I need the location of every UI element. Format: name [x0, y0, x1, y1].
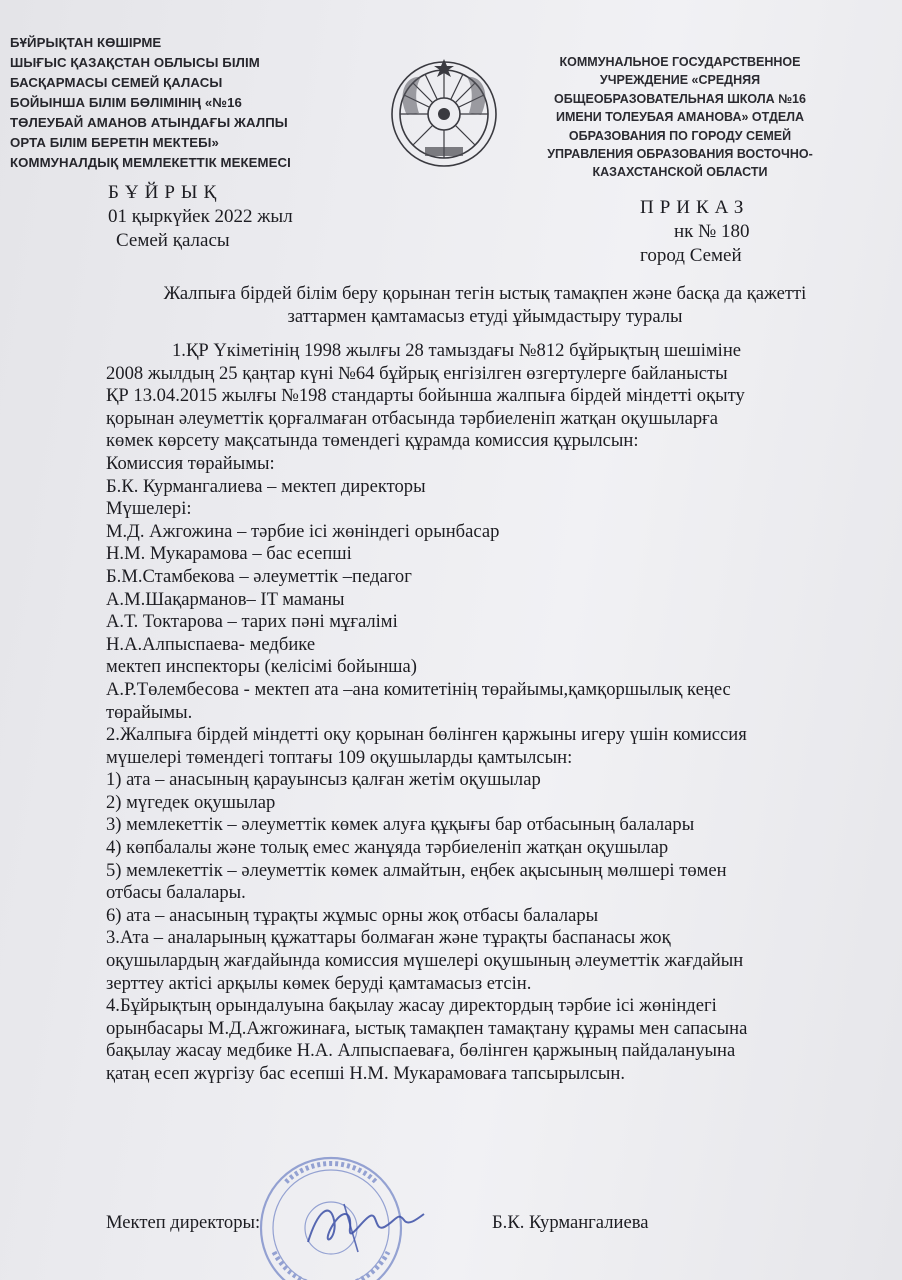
- state-emblem-icon: [385, 55, 503, 173]
- body-line: оқушылардың жағдайында комиссия мүшелері оқушының әлеуметтік жағдайын: [106, 950, 744, 972]
- order-meta-russian: [640, 196, 750, 268]
- body-line: 2008 жылдың 25 қаңтар күні №64 бұйрық енгізілген өзгертулерге байланысты: [106, 362, 728, 384]
- order-meta-kazakh: [108, 181, 293, 253]
- body-line: 3) мемлекеттік – әлеуметтік көмек алуға құқығы бар отбасының балалары: [106, 814, 695, 836]
- body-line: ҚР 13.04.2015 жылғы №198 стандарты бойынша жалпыға бірдей міндетті оқыту: [106, 385, 745, 407]
- body-line: 2) мүгедек оқушылар: [106, 791, 276, 813]
- body-line: Мүшелері:: [106, 498, 192, 520]
- header-left-kazakh: [10, 33, 370, 173]
- body-line: орынбасары М.Д.Ажгожинаға, ыстық тамақпен тамақтану құрамы мен сапасына: [106, 1017, 748, 1039]
- title-line: заттармен қамтамасыз етуді ұйымдастыру туралы: [287, 306, 683, 327]
- body-line: А.М.Шақарманов– IT маманы: [106, 588, 345, 610]
- header-right-line: КАЗАХСТАНСКОЙ ОБЛАСТИ: [592, 165, 768, 180]
- body-line: Комиссия төрайымы:: [106, 452, 275, 474]
- header-right-line: УЧРЕЖДЕНИЕ «СРЕДНЯЯ: [599, 73, 761, 88]
- signature-label: Мектеп директоры:: [106, 1212, 261, 1233]
- header-left-line: КОММУНАЛДЫҚ МЕМЛЕКЕТТІК МЕКЕМЕСІ: [10, 155, 291, 170]
- body-line: 1.ҚР Үкіметінің 1998 жылғы 28 тамыздағы №812 бұйрықтың шешіміне: [172, 340, 742, 361]
- handwritten-signature-icon: [300, 1190, 430, 1260]
- header-right-russian: [510, 53, 850, 182]
- header-right-line: ОБРАЗОВАНИЯ ПО ГОРОДУ СЕМЕЙ: [568, 128, 792, 143]
- header-right-line: УПРАВЛЕНИЯ ОБРАЗОВАНИЯ ВОСТОЧНО-: [547, 147, 813, 162]
- header-left-line: БҰЙРЫҚТАН КӨШІРМЕ: [10, 35, 162, 50]
- order-city-russian: город Семей: [640, 245, 742, 266]
- order-title-kazakh: БҰЙРЫҚ: [108, 182, 223, 203]
- header-right-line: ОБЩЕОБРАЗОВАТЕЛЬНАЯ ШКОЛА №16: [554, 91, 806, 106]
- body-line: көмек көрсету мақсатында төмендегі құрамда комиссия құрылсын:: [106, 430, 639, 452]
- order-date: 01 қыркүйек 2022 жыл: [108, 206, 293, 227]
- header-left-line: ШЫҒЫС ҚАЗАҚСТАН ОБЛЫСЫ БІЛІМ: [10, 55, 260, 70]
- order-body: [106, 340, 896, 1086]
- body-line: 4.Бұйрықтың орындалуына бақылау жасау директордың тәрбие ісі жөніндегі: [106, 995, 717, 1017]
- body-line: А.Т. Токтарова – тарих пәні мұғалімі: [106, 611, 398, 633]
- body-line: А.Р.Төлембесова - мектеп ата –ана комитетінің төрайымы,қамқоршылық кеңес: [106, 678, 731, 700]
- header-right-line: ИМЕНИ ТОЛЕУБАЯ АМАНОВА» ОТДЕЛА: [556, 110, 804, 125]
- body-line: М.Д. Ажгожина – тәрбие ісі жөніндегі орынбасар: [106, 520, 500, 542]
- body-line: 5) мемлекеттік – әлеуметтік көмек алмайтын, еңбек ақысының мөлшері төмен: [106, 859, 727, 881]
- header-left-line: ТӨЛЕУБАЙ АМАНОВ АТЫНДАҒЫ ЖАЛПЫ: [10, 115, 288, 130]
- order-subject-title: [80, 282, 890, 328]
- body-line: қорынан әлеуметтік қорғалмаған отбасында тәрбиеленіп жатқан оқушыларға: [106, 407, 719, 429]
- body-line: зерттеу актісі арқылы көмек беруді қамтамасыз етсін.: [106, 972, 532, 994]
- header-right-line: КОММУНАЛЬНОЕ ГОСУДАРСТВЕННОЕ: [559, 55, 801, 69]
- header-left-line: ОРТА БІЛІМ БЕРЕТІН МЕКТЕБІ»: [10, 135, 219, 150]
- title-line: Жалпыға бірдей білім беру қорынан тегін ыстық тамақпен және басқа да қажетті: [163, 283, 807, 304]
- body-line: қатаң есеп жүргізу бас есепші Н.М. Мукарамоваға тапсырылсын.: [106, 1063, 626, 1084]
- header-left-line: БАСҚАРМАСЫ СЕМЕЙ ҚАЛАСЫ: [10, 75, 223, 90]
- order-city-kazakh: Семей қаласы: [116, 230, 230, 251]
- header-left-line: БОЙЫНША БІЛІМ БӨЛІМІНІҢ «№16: [10, 95, 242, 110]
- signature-name: Б.К. Курмангалиева: [492, 1212, 649, 1233]
- body-line: Б.М.Стамбекова – әлеуметтік –педагог: [106, 565, 412, 587]
- body-line: 6) ата – анасының тұрақты жұмыс орны жоқ отбасы балалары: [106, 904, 599, 926]
- body-line: мектеп инспекторы (келісімі бойынша): [106, 656, 417, 678]
- body-line: төрайымы.: [106, 701, 193, 723]
- body-line: 1) ата – анасының қарауынсыз қалған жетім оқушылар: [106, 769, 541, 791]
- body-line: мүшелері төмендегі топтағы 109 оқушыларды қамтылсын:: [106, 746, 573, 768]
- order-title-russian: ПРИКАЗ: [640, 197, 750, 218]
- body-line: бақылау жасау медбике Н.А. Алпыспаеваға, бөлінген қаржының пайдалануына: [106, 1040, 736, 1062]
- body-line: 3.Ата – аналарының құжаттары болмаған және тұрақты баспанасы жоқ: [106, 927, 671, 949]
- body-line: отбасы балалары.: [106, 882, 246, 904]
- body-line: 4) көпбалалы және толық емес жанұяда тәрбиеленіп жатқан оқушылар: [106, 837, 669, 859]
- body-line: Н.М. Мукарамова – бас есепші: [106, 543, 352, 565]
- order-number: нк № 180: [674, 221, 750, 242]
- body-line: Н.А.Алпыспаева- медбике: [106, 633, 316, 655]
- body-line: Б.К. Курмангалиева – мектеп директоры: [106, 475, 426, 497]
- body-line: 2.Жалпыға бірдей міндетті оқу қорынан бөлінген қаржыны игеру үшін комиссия: [106, 724, 747, 746]
